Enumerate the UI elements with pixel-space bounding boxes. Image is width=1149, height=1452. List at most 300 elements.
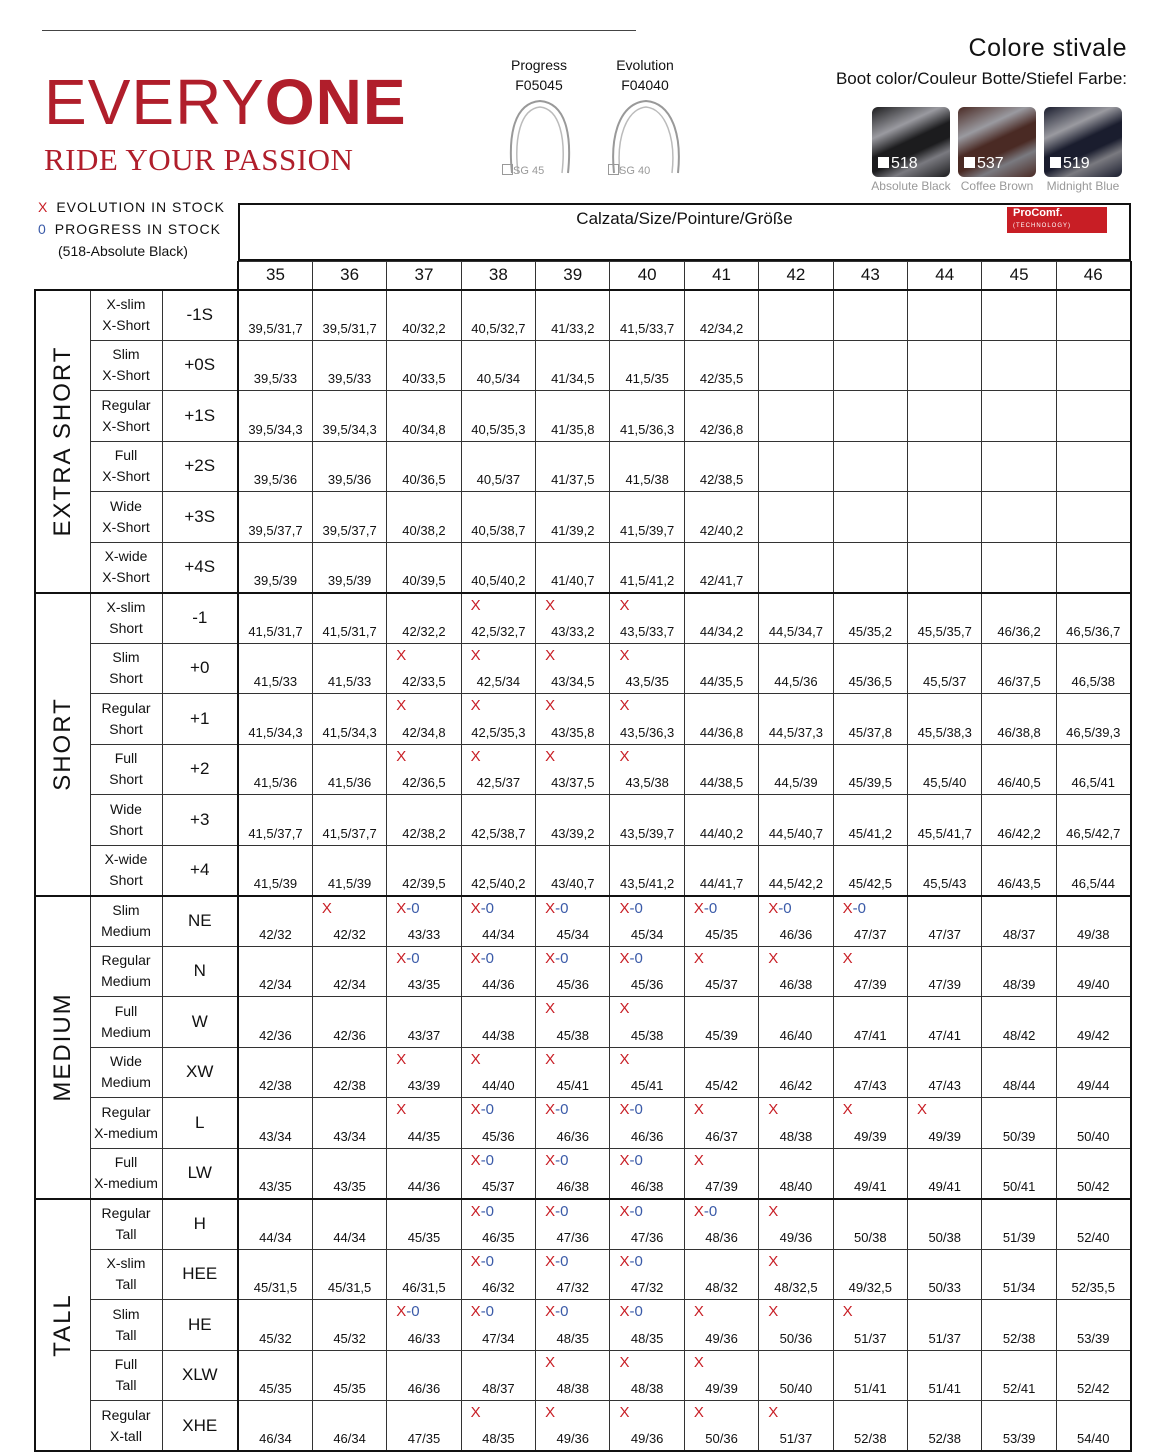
size-cell xyxy=(312,542,386,593)
size-value: 45/31,5 xyxy=(327,1280,372,1295)
size-cell xyxy=(238,795,312,846)
size-cell xyxy=(684,1098,758,1149)
size-cell xyxy=(982,643,1056,694)
size-cell xyxy=(1056,744,1130,795)
size-cell xyxy=(387,1148,461,1199)
stock-mark: X xyxy=(545,596,556,614)
size-value: 48/38 xyxy=(630,1381,664,1396)
size-cell xyxy=(238,946,312,997)
size-value: 44/34 xyxy=(333,1229,366,1245)
size-cell xyxy=(759,542,833,593)
size-value: 45/37 xyxy=(482,1178,515,1194)
size-value: 48/36 xyxy=(705,1229,738,1245)
size-cell xyxy=(536,1148,610,1199)
size-cell xyxy=(312,1300,386,1351)
size-value: 41,5/36 xyxy=(327,775,372,790)
size-value: 43,5/35 xyxy=(625,674,669,689)
fit-label: Full X-medium xyxy=(90,1148,162,1199)
size-value: 45/39 xyxy=(705,1027,738,1043)
table-row xyxy=(35,1350,1131,1401)
size-value: 43,5/38 xyxy=(625,775,669,790)
size-value: 46/43,5 xyxy=(997,875,1041,891)
calf-code: XLW xyxy=(162,1350,238,1401)
size-cell xyxy=(908,896,982,947)
size-value: 47/43 xyxy=(928,1078,961,1093)
size-value: 44,5/42,2 xyxy=(768,875,824,891)
size-cell xyxy=(684,1401,758,1452)
size-cell xyxy=(387,795,461,846)
size-cell xyxy=(387,492,461,543)
size-cell xyxy=(982,290,1056,341)
size-cell xyxy=(461,542,535,593)
size-value: 42/34 xyxy=(259,977,292,992)
size-value: 43/33 xyxy=(407,926,441,942)
size-cell xyxy=(610,441,684,492)
size-value: 45/36 xyxy=(630,977,664,992)
size-cell xyxy=(759,946,833,997)
stock-mark: X xyxy=(396,646,407,664)
size-cell xyxy=(461,391,535,442)
size-cell xyxy=(238,1148,312,1199)
size-cell xyxy=(387,593,461,644)
stock-mark: X-0 xyxy=(396,899,420,917)
top-rule xyxy=(42,30,636,31)
size-cell xyxy=(312,441,386,492)
stock-mark: X xyxy=(619,747,630,765)
size-value: 45,5/35,7 xyxy=(917,623,972,639)
size-cell xyxy=(1056,492,1130,543)
size-value: 42/34,2 xyxy=(699,320,744,336)
size-cell xyxy=(461,1199,535,1250)
size-cell xyxy=(759,1249,833,1300)
size-value: 46/38 xyxy=(630,1178,664,1194)
size-value: 47/34 xyxy=(482,1330,515,1346)
size-cell xyxy=(312,946,386,997)
stock-mark: X xyxy=(842,1303,853,1320)
size-value: 42/40,2 xyxy=(699,522,744,538)
stock-mark: X xyxy=(545,646,556,664)
size-value: 45/34 xyxy=(556,926,590,942)
size-value: 49/41 xyxy=(928,1178,961,1194)
size-cell xyxy=(312,391,386,442)
size-value: 53/39 xyxy=(1076,1330,1110,1346)
size-cell xyxy=(238,290,312,341)
size-cell xyxy=(759,340,833,391)
size-cell xyxy=(833,946,907,997)
stock-mark: X xyxy=(768,1252,779,1270)
size-cell xyxy=(982,593,1056,644)
size-41: 41 xyxy=(684,262,758,290)
size-value: 45/31,5 xyxy=(253,1280,298,1295)
size-cell xyxy=(387,845,461,896)
size-cell xyxy=(610,391,684,442)
size-cell xyxy=(461,694,535,745)
size-cell xyxy=(610,946,684,997)
size-cell xyxy=(536,1249,610,1300)
size-value: 44/35 xyxy=(407,1128,441,1144)
size-value: 44/38,5 xyxy=(699,775,744,790)
size-value: 46/40 xyxy=(779,1027,813,1043)
stock-mark: X xyxy=(321,899,332,917)
size-value: 45,5/38,3 xyxy=(917,724,972,740)
size-cell xyxy=(461,1098,535,1149)
size-cell xyxy=(833,744,907,795)
stock-mark: X-0 xyxy=(842,899,866,917)
table-row xyxy=(35,744,1131,795)
size-cell xyxy=(610,643,684,694)
size-cell xyxy=(536,290,610,341)
table-row xyxy=(35,441,1131,492)
stock-mark: X xyxy=(693,1151,704,1169)
size-cell xyxy=(387,441,461,492)
size-value: 43/39 xyxy=(407,1078,441,1093)
size-value: 39,5/37,7 xyxy=(322,522,377,538)
size-cell xyxy=(1056,896,1130,947)
size-cell xyxy=(1056,1199,1130,1250)
size-cell xyxy=(387,1199,461,1250)
size-value: 42/32 xyxy=(259,926,292,942)
size-cell xyxy=(982,492,1056,543)
calf-code: LW xyxy=(162,1148,238,1199)
size-value: 44/40,2 xyxy=(699,825,744,841)
size-value: 50/41 xyxy=(1002,1178,1036,1194)
size-45: 45 xyxy=(982,262,1056,290)
calf-code: +1S xyxy=(162,391,238,442)
size-value: 42/36 xyxy=(259,1027,292,1043)
size-cell xyxy=(759,896,833,947)
size-value: 46/36 xyxy=(407,1381,441,1396)
size-value: 44/41,7 xyxy=(699,875,744,891)
size-value: 45,5/43 xyxy=(923,875,967,891)
size-cell xyxy=(684,1249,758,1300)
size-value: 49/41 xyxy=(854,1178,887,1194)
size-value: 46/33 xyxy=(407,1330,441,1346)
size-cell xyxy=(759,1148,833,1199)
size-cell xyxy=(461,845,535,896)
size-value: 45,5/40 xyxy=(923,775,967,790)
size-cell xyxy=(536,896,610,947)
size-value: 45/35 xyxy=(705,926,738,942)
stock-mark: X xyxy=(396,1050,407,1068)
stock-mark: X xyxy=(768,1404,779,1421)
size-cell xyxy=(759,1098,833,1149)
swatch-519 xyxy=(1044,107,1122,177)
size-value: 44,5/34,7 xyxy=(768,623,824,639)
table-row xyxy=(35,391,1131,442)
size-value: 41/37,5 xyxy=(551,472,595,487)
group-label: TALL xyxy=(35,1199,90,1452)
size-cell xyxy=(312,593,386,644)
size-cell xyxy=(536,593,610,644)
size-cell xyxy=(312,845,386,896)
size-cell xyxy=(1056,1047,1130,1098)
size-cell xyxy=(312,997,386,1048)
size-value: 46/42,2 xyxy=(997,825,1041,841)
stock-mark: X-0 xyxy=(470,899,495,917)
size-43: 43 xyxy=(833,262,907,290)
size-value: 49/39 xyxy=(705,1381,738,1396)
size-cell xyxy=(536,340,610,391)
size-cell xyxy=(536,492,610,543)
size-value: 42,5/40,2 xyxy=(471,875,526,891)
size-cell xyxy=(982,997,1056,1048)
size-cell xyxy=(833,290,907,341)
fit-label: Full Tall xyxy=(90,1350,162,1401)
size-value: 46/36 xyxy=(630,1128,664,1144)
fit-label: Regular Short xyxy=(90,694,162,745)
size-cell xyxy=(536,694,610,745)
calf-code: +3 xyxy=(162,795,238,846)
group-label: MEDIUM xyxy=(35,896,90,1199)
size-cell xyxy=(461,441,535,492)
size-cell xyxy=(833,1300,907,1351)
size-value: 43,5/33,7 xyxy=(620,623,675,639)
size-value: 41,5/39 xyxy=(253,875,298,891)
stock-mark: X xyxy=(842,949,853,967)
size-cell xyxy=(1056,441,1130,492)
size-cell xyxy=(908,845,982,896)
size-value: 41,5/36,3 xyxy=(620,421,675,437)
stock-mark: X-0 xyxy=(545,1202,569,1220)
stock-mark: X xyxy=(619,1000,630,1017)
size-value: 45/41 xyxy=(556,1078,590,1093)
size-cell xyxy=(684,593,758,644)
size-value: 42/32,2 xyxy=(402,623,446,639)
size-cell xyxy=(536,1199,610,1250)
stock-mark: X-0 xyxy=(470,1202,495,1220)
size-cell xyxy=(1056,1350,1130,1401)
stock-mark: X xyxy=(619,1050,630,1068)
size-cell xyxy=(238,1098,312,1149)
size-cell xyxy=(684,946,758,997)
size-value: 40/34,8 xyxy=(402,421,446,437)
size-value: 41,5/38 xyxy=(625,472,669,487)
size-value: 50/40 xyxy=(1076,1128,1110,1144)
size-value: 46/37,5 xyxy=(997,674,1041,689)
size-value: 46/31,5 xyxy=(402,1280,446,1295)
size-value: 51/39 xyxy=(1002,1229,1036,1245)
calf-code: +2 xyxy=(162,744,238,795)
size-cell xyxy=(1056,1300,1130,1351)
size-cell xyxy=(610,1047,684,1098)
size-value: 39,5/39 xyxy=(253,572,298,588)
size-value: 49/44 xyxy=(1076,1078,1110,1093)
fit-label: Regular Medium xyxy=(90,946,162,997)
stock-mark: X xyxy=(693,949,704,967)
size-cell xyxy=(833,1249,907,1300)
size-value: 49/40 xyxy=(1076,977,1110,992)
size-cell xyxy=(684,391,758,442)
size-cell xyxy=(238,492,312,543)
size-value: 46/38 xyxy=(556,1178,590,1194)
stock-mark: X-0 xyxy=(396,1303,420,1320)
size-cell xyxy=(684,744,758,795)
size-cell xyxy=(908,744,982,795)
fit-label: Slim Tall xyxy=(90,1300,162,1351)
size-value: 40,5/35,3 xyxy=(471,421,526,437)
stock-mark: X-0 xyxy=(619,899,643,917)
size-cell xyxy=(312,1047,386,1098)
size-cell xyxy=(238,643,312,694)
size-value: 45/35 xyxy=(259,1381,292,1396)
size-cell xyxy=(908,795,982,846)
size-value: 44/36 xyxy=(407,1178,441,1194)
size-value: 42,5/32,7 xyxy=(471,623,526,639)
size-cell xyxy=(759,744,833,795)
stock-mark: X-0 xyxy=(693,1202,718,1220)
size-cell xyxy=(684,1047,758,1098)
size-cell xyxy=(312,290,386,341)
procomf-badge: ProComf. (TECHNOLOGY) xyxy=(1007,207,1107,233)
size-value: 49/36 xyxy=(630,1431,664,1446)
size-value: 41/40,7 xyxy=(551,572,595,588)
size-value: 46/34 xyxy=(259,1431,292,1446)
size-40: 40 xyxy=(610,262,684,290)
size-value: 40,5/40,2 xyxy=(471,572,526,588)
size-value: 42/36,5 xyxy=(402,775,446,790)
size-value: 47/37 xyxy=(928,926,961,942)
size-cell xyxy=(461,643,535,694)
fit-label: X-wide Short xyxy=(90,845,162,896)
table-row xyxy=(35,845,1131,896)
size-value: 50/36 xyxy=(705,1431,738,1446)
color-subtitle: Boot color/Couleur Botte/Stiefel Farbe: xyxy=(835,69,1127,88)
size-cell xyxy=(982,694,1056,745)
size-cell xyxy=(610,845,684,896)
size-cell xyxy=(238,744,312,795)
swatch-code: 537 xyxy=(964,155,1004,173)
swatch-537 xyxy=(958,107,1036,177)
size-value: 46,5/38 xyxy=(1071,674,1115,689)
size-cell xyxy=(982,1148,1056,1199)
size-cell xyxy=(610,1199,684,1250)
calf-code: -1S xyxy=(162,290,238,341)
size-cell xyxy=(833,694,907,745)
stock-mark: X xyxy=(470,747,481,765)
size-value: 42/36 xyxy=(333,1027,366,1043)
stock-mark: X-0 xyxy=(619,1101,643,1118)
fit-label: Slim Medium xyxy=(90,896,162,947)
stock-mark: X-0 xyxy=(619,1303,643,1320)
stock-mark: X-0 xyxy=(545,1303,569,1320)
size-value: 45/39,5 xyxy=(848,775,892,790)
stock-mark: X xyxy=(619,1404,630,1421)
size-cell xyxy=(610,1401,684,1452)
size-value: 42,5/34 xyxy=(476,674,521,689)
size-cell xyxy=(684,845,758,896)
size-cell xyxy=(1056,643,1130,694)
size-value: 41,5/41,2 xyxy=(620,572,675,588)
table-row xyxy=(35,795,1131,846)
stock-mark: X xyxy=(470,646,481,664)
size-value: 49/39 xyxy=(928,1128,961,1144)
size-cell xyxy=(759,1300,833,1351)
size-cell xyxy=(759,795,833,846)
size-cell xyxy=(238,542,312,593)
size-cell xyxy=(610,1098,684,1149)
size-cell xyxy=(238,896,312,947)
size-cell xyxy=(982,1300,1056,1351)
size-cell xyxy=(908,1249,982,1300)
size-cell xyxy=(1056,997,1130,1048)
size-value: 52/35,5 xyxy=(1071,1280,1115,1295)
size-cell xyxy=(908,1148,982,1199)
size-value: 41,5/37,7 xyxy=(248,825,303,841)
size-value: 45/35,2 xyxy=(848,623,892,639)
calf-code: NE xyxy=(162,896,238,947)
shape-code: F05045 xyxy=(515,77,563,93)
calf-code: N xyxy=(162,946,238,997)
calf-code: XW xyxy=(162,1047,238,1098)
size-cell xyxy=(982,1047,1056,1098)
size-value: 41,5/37,7 xyxy=(322,825,377,841)
size-value: 46/38 xyxy=(779,977,813,992)
shape-code: F04040 xyxy=(621,77,669,93)
x-mark: X xyxy=(38,199,49,215)
size-cell xyxy=(312,896,386,947)
size-cell xyxy=(461,1047,535,1098)
size-value: 41,5/33 xyxy=(327,674,372,689)
stock-mark: X-0 xyxy=(619,1252,643,1270)
size-value: 42/38,5 xyxy=(699,472,744,487)
size-value: 48/40 xyxy=(779,1178,813,1194)
size-value: 50/42 xyxy=(1076,1178,1110,1194)
size-value: 48/37 xyxy=(482,1381,515,1396)
stock-mark: X xyxy=(768,1303,779,1320)
size-value: 45/42,5 xyxy=(848,875,892,891)
size-value: 39,5/31,7 xyxy=(248,320,303,336)
size-cell xyxy=(312,1249,386,1300)
size-value: 46,5/39,3 xyxy=(1066,724,1121,740)
size-value: 44/35,5 xyxy=(699,674,744,689)
size-value: 41,5/31,7 xyxy=(322,623,377,639)
size-cell xyxy=(684,643,758,694)
size-44: 44 xyxy=(908,262,982,290)
size-value: 42/36,8 xyxy=(699,421,744,437)
size-cell xyxy=(387,744,461,795)
fit-label: Regular X-medium xyxy=(90,1098,162,1149)
size-value: 41,5/34,3 xyxy=(248,724,303,740)
size-value: 45,5/41,7 xyxy=(917,825,972,841)
size-cell xyxy=(1056,1148,1130,1199)
size-value: 45/41,2 xyxy=(848,825,892,841)
size-value: 50/38 xyxy=(854,1229,887,1245)
size-cell xyxy=(610,997,684,1048)
size-cell xyxy=(759,290,833,341)
size-cell xyxy=(312,340,386,391)
stock-mark: X-0 xyxy=(545,1252,569,1270)
size-value: 47/39 xyxy=(705,1178,738,1194)
size-value: 43,5/41,2 xyxy=(620,875,675,891)
table-row xyxy=(35,1249,1131,1300)
size-cell xyxy=(982,1249,1056,1300)
size-value: 39,5/33 xyxy=(253,371,298,386)
table-row xyxy=(35,340,1131,391)
size-cell xyxy=(536,795,610,846)
stock-mark: X xyxy=(619,697,630,714)
size-cell xyxy=(684,795,758,846)
size-value: 46/35 xyxy=(482,1229,515,1245)
swatch-code: 519 xyxy=(1050,155,1090,173)
size-value: 41/34,5 xyxy=(551,371,595,386)
size-cell xyxy=(982,1350,1056,1401)
size-cell xyxy=(1056,946,1130,997)
size-cell xyxy=(759,492,833,543)
size-cell xyxy=(461,896,535,947)
shape-sg: SG 40 xyxy=(608,161,650,181)
stock-mark: X-0 xyxy=(619,1151,643,1169)
size-cell xyxy=(461,290,535,341)
